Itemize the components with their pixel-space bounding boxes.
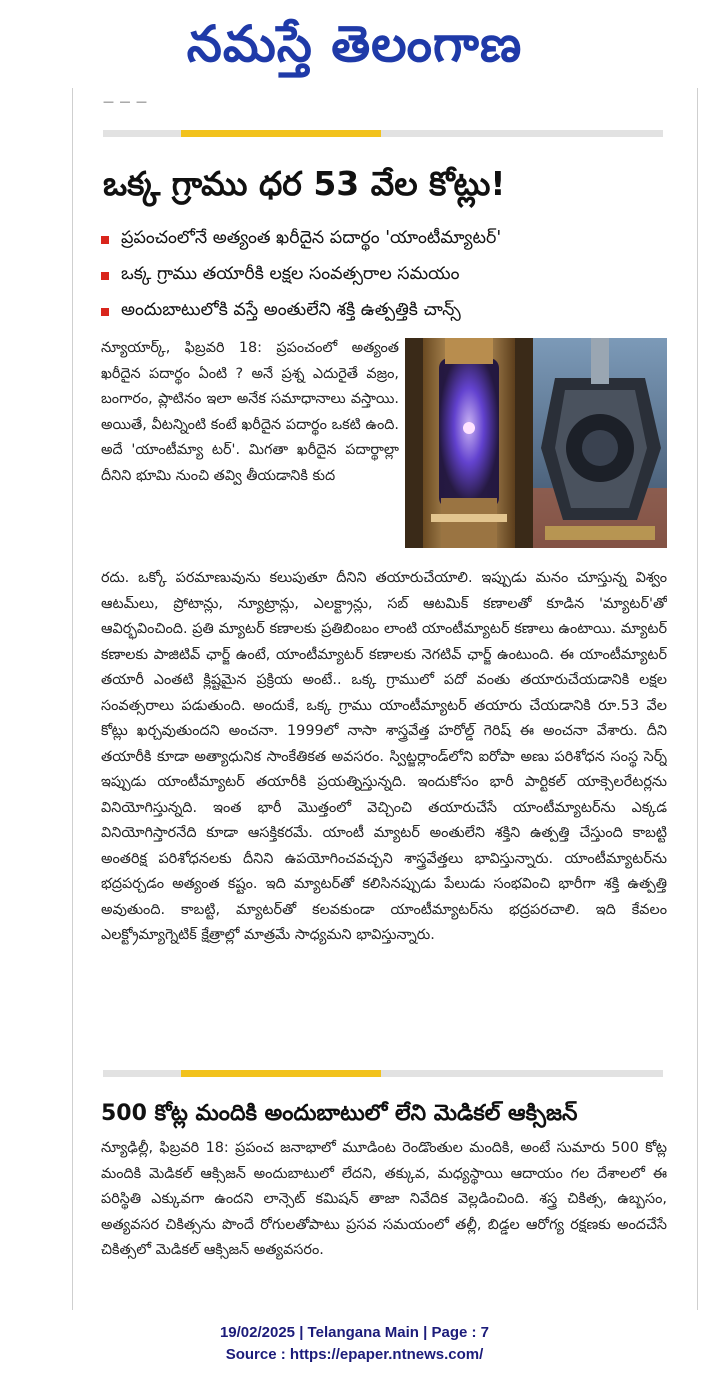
antimatter-photo <box>405 338 667 548</box>
top-rule <box>103 130 663 137</box>
footer-source: Source : https://epaper.ntnews.com/ <box>225 1346 484 1363</box>
mid-rule-accent <box>181 1070 381 1077</box>
page-footer <box>0 1322 709 1366</box>
article1-body: రదు. ఒక్కో పరమాణువును కలుపుతూ దీనిని తయారుచేయాలి. ఇప్పుడు మనం చూస్తున్న విశ్వం ఆటమ్‌లు, ప్రోటాన్లు, న్యూట్రాన్లు, ఎలక్ట్రాన్లు, సబ్ ఆటమిక్ కణాలతో కూడిన 'మ్యాటర్'తో ఆవిర్భవించింది. ప్రతి మ్యాటర్ కణాలకు ప్రతిబింబం లాంటి యాంటీమ్యాటర్ కణాలు ఉంటాయి. మ్యాటర్ కణాలకు పాజిటివ్ ఛార్జ్ ఉంటే, యాంటీమ్యాటర్ కణాలకు నెగటివ్ ఛార్జ్ ఉంటుంది. ఈ యాంటీమ్యాటర్ తయారీ ఎంతటి క్లిష్టమైన ప్రక్రియ అంటే.. ఒక్క గ్రాములో పదో వంతు తయారుచేయడానికి లక్షల సంవత్సరాలు పడుతుంది. అందుకే, ఒక్క గ్రాము యాంటీమ్యాటర్ తయారు చేయడానికి రూ.53 వేల కోట్లు ఖర్చవుతుందని అంచనా. 1999లో నాసా శాస్త్రవేత్త హరోల్డ్ గెరిష్ ఈ అంచనా వేశారు. దీని తయారీకి కూడా అత్యాధునిక సాంకేతికత అవసరం. స్విట్జర్లాండ్‌లోని ఐరోపా అణు పరిశోధన సంస్థ సెర్న్ ఇప్పుడు యాంటీమ్యాటర్ తయారీకి ప్రయత్నిస్తున్నది. ఇందుకోసం భారీ పార్టికల్ యాక్సెలరేటర్లను వినియోగిస్తున్నది. ఇంత భారీ మొత్తంలో వెచ్చించి తయారుచేసే యాంటీమ్యాటర్‌ను ఎక్కడ వినియోగిస్తారనేది కూడా ఆసక్తికరమే. యాంటీ మ్యాటర్ అంతులేని శక్తిని ఉత్పత్తి చేస్తుంది కాబట్టి అంతరిక్ష పరిశోధనలకు దీనిని ఉపయోగించవచ్చని శాస్త్రవేత్తలు భావిస్తున్నారు. యాంటీమ్యాటర్‌ను భద్రపర్చడం అత్యంత కష్టం. ఇది మ్యాటర్‌తో కలిసినప్పుడు పేలుడు సంభవించి భారీగా శక్తి ఉత్పత్తి అవుతుంది. కాబట్టి, మ్యాటర్‌తో కలవకుండా యాంటీమ్యాటర్‌ను భద్రపరచాలి. ఇది కేవలం ఎలక్ట్రోమ్యాగ్నెటిక్ క్షేత్రాల్లో మాత్రమే సాధ్యమని భావిస్తున్నారు. <box>101 570 667 943</box>
bullet-text: ప్రపంచంలోనే అత్యంత ఖరీదైన పదార్థం 'యాంటీమ్యాటర్' <box>121 228 502 248</box>
masthead-title: నమస్తే తెలంగాణ <box>186 15 523 73</box>
masthead <box>0 8 709 80</box>
clipped-text-fragment: — — — <box>103 96 148 108</box>
top-rule-accent <box>181 130 381 137</box>
bullet-item <box>101 222 681 258</box>
bullet-item <box>101 294 681 330</box>
article2-body: న్యూఢిల్లీ, ఫిబ్రవరి 18: ప్రపంచ జనాభాలో మూడింట రెండొంతుల మందికి, అంటే సుమారు 500 కోట్ల మందికి మెడికల్ ఆక్సిజన్ అందుబాటులో లేదని, తక్కువ, మధ్యస్థాయి ఆదాయం గల దేశాలలో ఈ పరిస్థితి ఎక్కువగా ఉందని లాన్సెట్ కమిషన్ తాజా నివేదిక వెల్లడించింది. శస్త్ర చికిత్స, ఉబ్బసం, అత్యవసర చికిత్సను పొందే రోగులతోపాటు ప్రసవ సమయంలో తల్లీ, బిడ్డల ఆరోగ్య రక్షణకు అందచేసే చికిత్సలో మెడికల్ ఆక్సిజన్ అత్యవసరం. <box>101 1140 667 1258</box>
bullet-mark-icon <box>101 308 109 316</box>
article1-bullets <box>101 222 681 330</box>
bullet-text: అందుబాటులోకి వస్తే అంతులేని శక్తి ఉత్పత్తికి చాన్స్ <box>121 300 461 320</box>
article1-headline: ఒక్క గ్రాము ధర 53 వేల కోట్లు! <box>103 164 506 203</box>
article2-headline: 500 కోట్ల మందికి అందుబాటులో లేని మెడికల్ ఆక్సిజన్ <box>101 1101 578 1126</box>
antimatter-photo-graphic <box>405 338 667 548</box>
news-clipping <box>72 88 698 1310</box>
bullet-text: ఒక్క గ్రాము తయారీకి లక్షల సంవత్సరాల సమయం <box>121 264 460 284</box>
article1-lead: న్యూయార్క్, ఫిబ్రవరి 18: ప్రపంచంలో అత్యంత ఖరీదైన పదార్థం ఏంటి ? అనే ప్రశ్న ఎదురైతే వజ్రం, బంగారం, ప్లాటినం ఇలా అనేక సమాధానాలు వస్తాయి. అయితే, వీటన్నింటి కంటే ఖరీదైన పదార్థం ఒకటి ఉంది. అదే 'యాంటీమ్యా టర్'. మిగతా ఖరీదైన పదార్థాల్లా దీనిని భూమి నుంచి తవ్వి తీయడానికి కుద <box>101 340 399 484</box>
bullet-item <box>101 258 681 294</box>
bullet-mark-icon <box>101 236 109 244</box>
mid-rule <box>103 1070 663 1077</box>
footer-date-edition: 19/02/2025 | Telangana Main | Page : 7 <box>219 1324 490 1341</box>
bullet-mark-icon <box>101 272 109 280</box>
